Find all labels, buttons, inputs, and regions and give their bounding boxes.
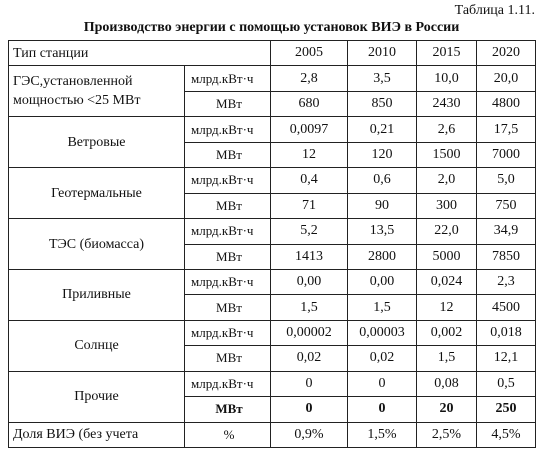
value-cell: 0,08	[417, 371, 477, 396]
value-cell: 4,5%	[477, 422, 536, 447]
unit-cell: МВт	[185, 295, 271, 320]
table-number: Таблица 1.11.	[454, 3, 535, 18]
station-name: ТЭС (биомасса)	[9, 219, 185, 270]
unit-cell: млрд.кВт·ч	[185, 66, 271, 91]
table-row	[9, 371, 536, 396]
value-cell: 0,6	[348, 168, 417, 193]
table-row	[9, 66, 536, 91]
value-cell: 12	[271, 142, 348, 167]
table-row	[9, 422, 536, 447]
table-header-row	[9, 41, 536, 66]
value-cell: 0,02	[348, 346, 417, 371]
value-cell: 0,0097	[271, 117, 348, 142]
unit-cell: млрд.кВт·ч	[185, 168, 271, 193]
value-cell: 20,0	[477, 66, 536, 91]
station-name: Геотермальные	[9, 168, 185, 219]
value-cell: 850	[348, 91, 417, 116]
value-cell: 4800	[477, 91, 536, 116]
value-cell: 2,0	[417, 168, 477, 193]
header-year: 2010	[348, 41, 417, 66]
value-cell: 0	[271, 371, 348, 396]
header-year: 2015	[417, 41, 477, 66]
station-name: ГЭС,установленной мощностью <25 МВт	[9, 66, 185, 117]
value-cell: 5,2	[271, 219, 348, 244]
station-name: Солнце	[9, 320, 185, 371]
value-cell: 1,5	[271, 295, 348, 320]
unit-cell: млрд.кВт·ч	[185, 269, 271, 294]
value-cell: 0,00002	[271, 320, 348, 345]
value-cell: 34,9	[477, 219, 536, 244]
value-cell: 1,5	[348, 295, 417, 320]
share-name: Доля ВИЭ (без учета	[9, 422, 185, 447]
header-year: 2005	[271, 41, 348, 66]
value-cell: 0,9%	[271, 422, 348, 447]
value-cell: 0,018	[477, 320, 536, 345]
value-cell: 300	[417, 193, 477, 218]
value-cell: 0	[348, 371, 417, 396]
value-cell: 0	[348, 397, 417, 422]
value-cell: 0,5	[477, 371, 536, 396]
value-cell: 71	[271, 193, 348, 218]
unit-cell: МВт	[185, 193, 271, 218]
value-cell: 12	[417, 295, 477, 320]
unit-cell: млрд.кВт·ч	[185, 371, 271, 396]
value-cell: 4500	[477, 295, 536, 320]
table-row	[9, 320, 536, 345]
value-cell: 20	[417, 397, 477, 422]
table-row	[9, 168, 536, 193]
station-name: Приливные	[9, 269, 185, 320]
table-title: Производство энергии с помощью установок ВИЭ в России	[83, 20, 460, 35]
station-name: Ветровые	[9, 117, 185, 168]
value-cell: 13,5	[348, 219, 417, 244]
value-cell: 12,1	[477, 346, 536, 371]
value-cell: 0,21	[348, 117, 417, 142]
unit-cell: млрд.кВт·ч	[185, 219, 271, 244]
value-cell: 3,5	[348, 66, 417, 91]
unit-cell: МВт	[185, 244, 271, 269]
value-cell: 680	[271, 91, 348, 116]
header-year: 2020	[477, 41, 536, 66]
unit-cell: МВт	[185, 142, 271, 167]
unit-cell: МВт	[185, 91, 271, 116]
energy-table	[8, 40, 536, 448]
value-cell: 1,5%	[348, 422, 417, 447]
value-cell: 0,02	[271, 346, 348, 371]
table-row	[9, 269, 536, 294]
value-cell: 1,5	[417, 346, 477, 371]
value-cell: 250	[477, 397, 536, 422]
value-cell: 22,0	[417, 219, 477, 244]
station-name: Прочие	[9, 371, 185, 422]
value-cell: 2,8	[271, 66, 348, 91]
value-cell: 0,00003	[348, 320, 417, 345]
unit-cell: млрд.кВт·ч	[185, 320, 271, 345]
value-cell: 0,00	[271, 269, 348, 294]
value-cell: 0,00	[348, 269, 417, 294]
value-cell: 7000	[477, 142, 536, 167]
table-row	[9, 219, 536, 244]
value-cell: 0,024	[417, 269, 477, 294]
unit-cell: млрд.кВт·ч	[185, 117, 271, 142]
unit-cell: МВт	[185, 346, 271, 371]
value-cell: 7850	[477, 244, 536, 269]
unit-cell: %	[185, 422, 271, 447]
value-cell: 120	[348, 142, 417, 167]
header-type: Тип станции	[9, 41, 271, 66]
value-cell: 90	[348, 193, 417, 218]
value-cell: 2,6	[417, 117, 477, 142]
value-cell: 0	[271, 397, 348, 422]
value-cell: 750	[477, 193, 536, 218]
value-cell: 5000	[417, 244, 477, 269]
value-cell: 2430	[417, 91, 477, 116]
value-cell: 1500	[417, 142, 477, 167]
value-cell: 0,4	[271, 168, 348, 193]
value-cell: 2,5%	[417, 422, 477, 447]
unit-cell: МВт	[185, 397, 271, 422]
table-row	[9, 117, 536, 142]
value-cell: 5,0	[477, 168, 536, 193]
value-cell: 0,002	[417, 320, 477, 345]
value-cell: 10,0	[417, 66, 477, 91]
value-cell: 1413	[271, 244, 348, 269]
value-cell: 17,5	[477, 117, 536, 142]
value-cell: 2800	[348, 244, 417, 269]
value-cell: 2,3	[477, 269, 536, 294]
